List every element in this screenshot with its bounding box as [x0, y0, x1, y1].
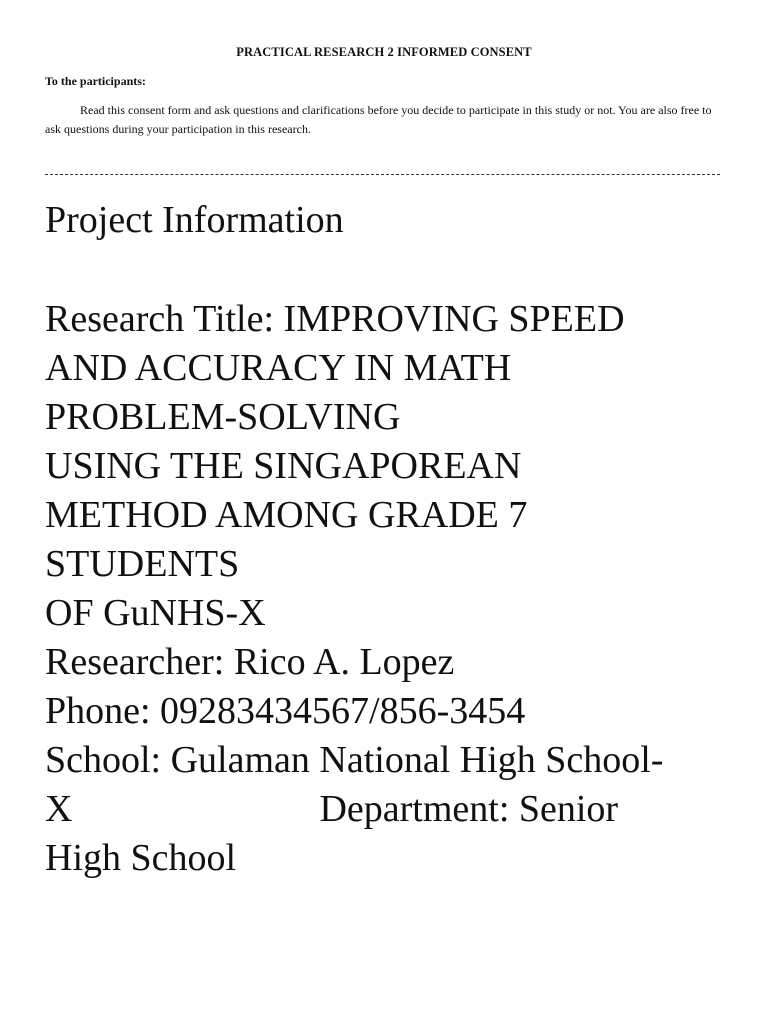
researcher-line: Researcher: Rico A. Lopez [45, 641, 455, 683]
school-continuation: X [45, 788, 73, 830]
phone-line: Phone: 09283434567/856-3454 [45, 690, 526, 732]
school-department-line [45, 785, 735, 834]
research-title-line-1: Research Title: IMPROVING SPEED [45, 298, 625, 340]
department-continuation-line: High School [45, 837, 237, 879]
research-title-line-6: STUDENTS [45, 543, 240, 585]
project-info-block [45, 295, 735, 883]
intro-paragraph: Read this consent form and ask questions and clarifications before you decide to participate in this study or not. You are also free to ask questions during your participation in this research. [45, 103, 712, 136]
project-information-heading: Project Information [45, 199, 344, 241]
research-title-line-5: METHOD AMONG GRADE 7 [45, 494, 528, 536]
school-line: School: Gulaman National High School- [45, 739, 664, 781]
research-title-line-7: OF GuNHS-X [45, 592, 266, 634]
research-title-line-3: PROBLEM-SOLVING [45, 396, 401, 438]
salutation: To the participants: [45, 74, 146, 88]
research-title-line-4: USING THE SINGAPOREAN [45, 445, 522, 487]
research-title-line-2: AND ACCURACY IN MATH [45, 347, 512, 389]
department-label: Department: Senior [319, 788, 619, 830]
dashed-separator [45, 174, 720, 175]
document-title: PRACTICAL RESEARCH 2 INFORMED CONSENT [236, 45, 532, 59]
